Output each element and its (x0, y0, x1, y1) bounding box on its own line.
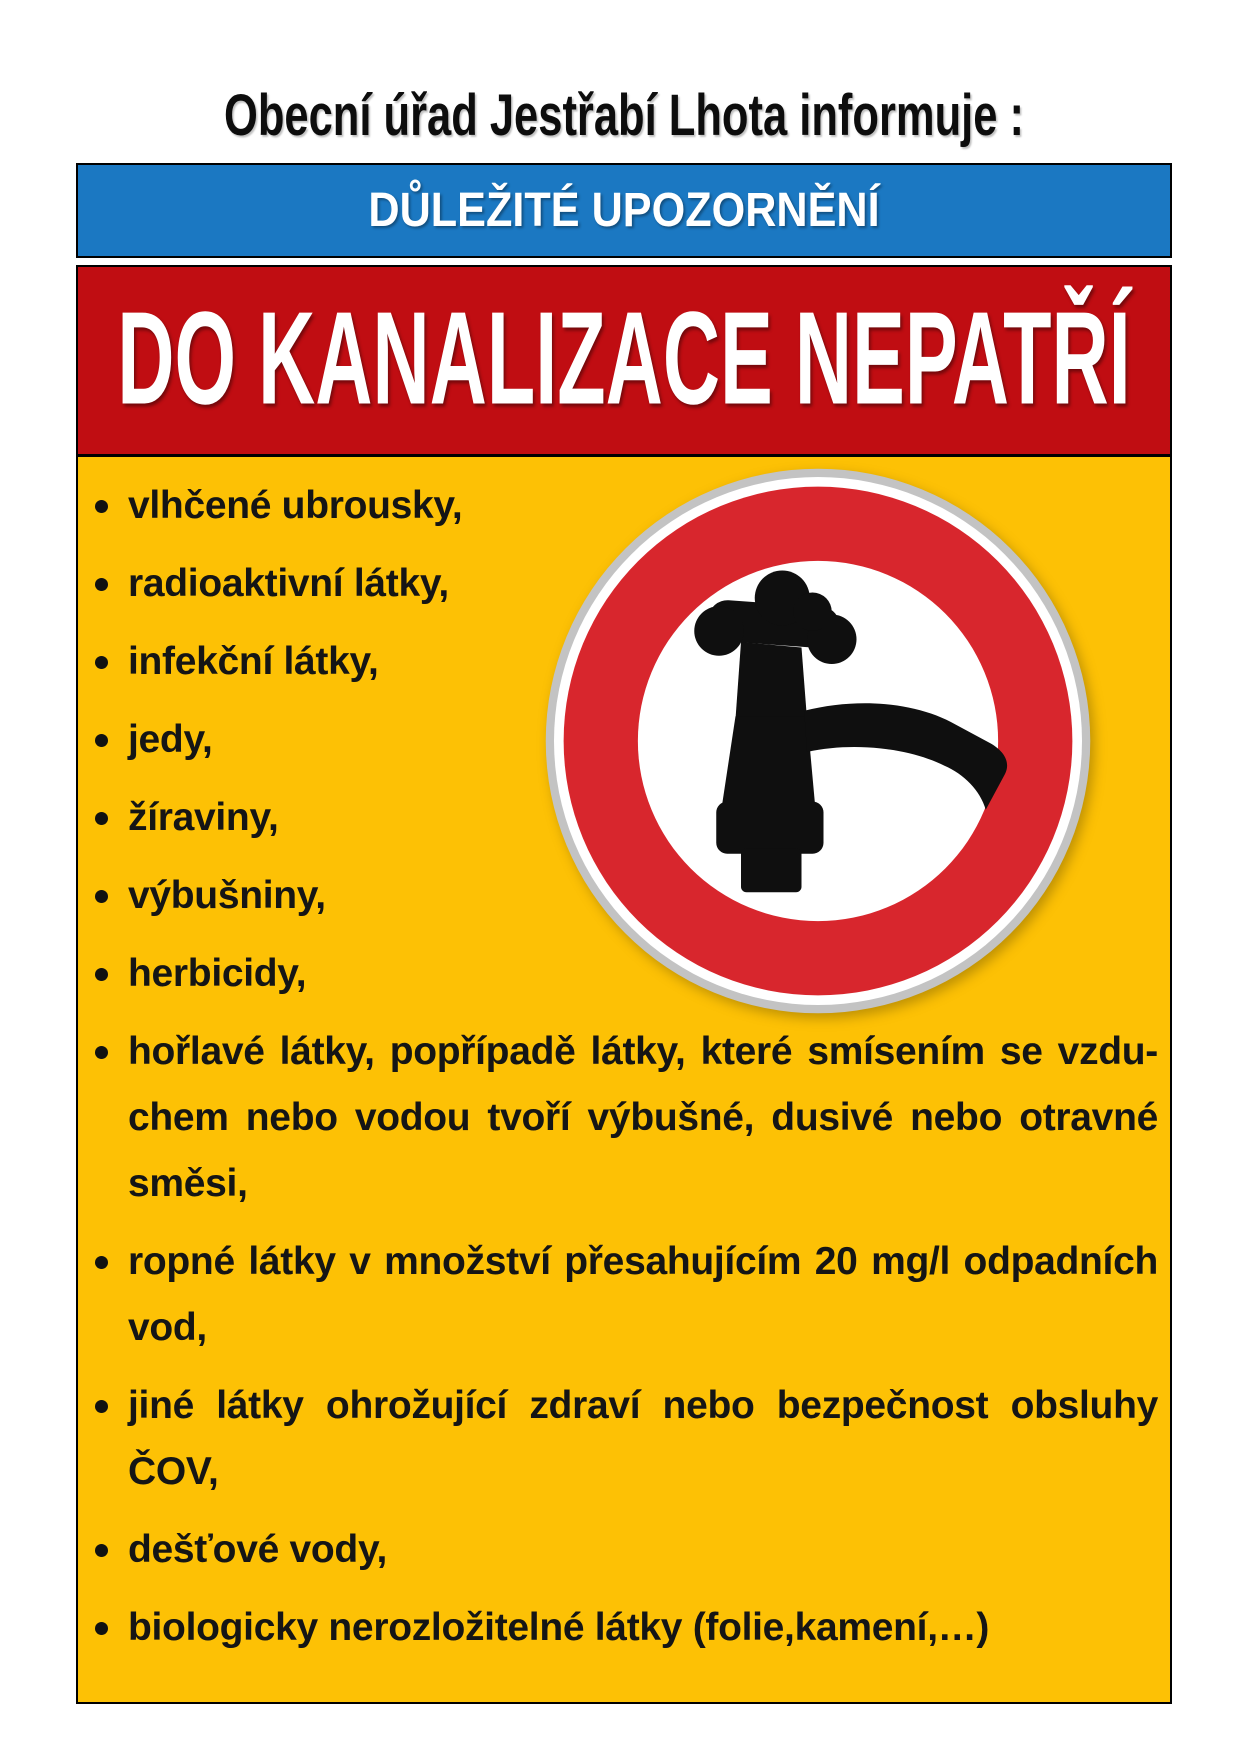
list-item (78, 1229, 1158, 1361)
list-item (78, 1019, 1158, 1217)
list-item (78, 863, 1158, 929)
list-item-line: dešťové vody, (128, 1528, 387, 1571)
list-item (78, 473, 1158, 539)
list-item-line: výbušniny, (128, 874, 326, 917)
page-title-text: Obecní úřad Jestřabí Lhota informuje : (223, 83, 1025, 148)
list-item-line: jiné látky ohrožující zdraví nebo bezpečnost obsluhy (128, 1384, 1158, 1427)
list-item-line: hořlavé látky, popřípadě látky, které smísením se vzdu- (128, 1030, 1158, 1073)
list-item (78, 941, 1158, 1007)
notice-banner (76, 163, 1172, 258)
list-item-line: radioaktivní látky, (128, 562, 449, 605)
prohibited-items-list (78, 457, 1170, 1673)
list-item (78, 1517, 1158, 1583)
list-item-line: ČOV, (128, 1450, 219, 1493)
list-item (78, 629, 1158, 695)
headline-banner (76, 265, 1172, 456)
list-item (78, 785, 1158, 851)
list-item-line: biologicky nerozložitelné látky (folie,kamení,…) (128, 1606, 990, 1649)
list-item (78, 1373, 1158, 1505)
list-item-line: žíraviny, (128, 796, 279, 839)
headline-text: DO KANALIZACE NEPATŘÍ (117, 283, 1131, 431)
list-item-line: ropné látky v množství přesahujícím 20 mg/l odpadních (128, 1240, 1158, 1283)
content-panel (76, 455, 1172, 1704)
list-item (78, 551, 1158, 617)
list-item-line: směsi, (128, 1162, 248, 1205)
list-item (78, 707, 1158, 773)
list-item-line: vod, (128, 1306, 207, 1349)
list-item-line: herbicidy, (128, 952, 307, 995)
list-item-line: chem nebo vodou tvoří výbušné, dusivé nebo otravné (128, 1096, 1158, 1139)
page-title (76, 82, 1172, 154)
notice-banner-text: DŮLEŽITÉ UPOZORNĚNÍ (368, 184, 880, 237)
list-item-line: jedy, (128, 718, 213, 761)
list-item-line: infekční látky, (128, 640, 379, 683)
list-item-line: vlhčené ubrousky, (128, 484, 463, 527)
list-item (78, 1595, 1158, 1661)
